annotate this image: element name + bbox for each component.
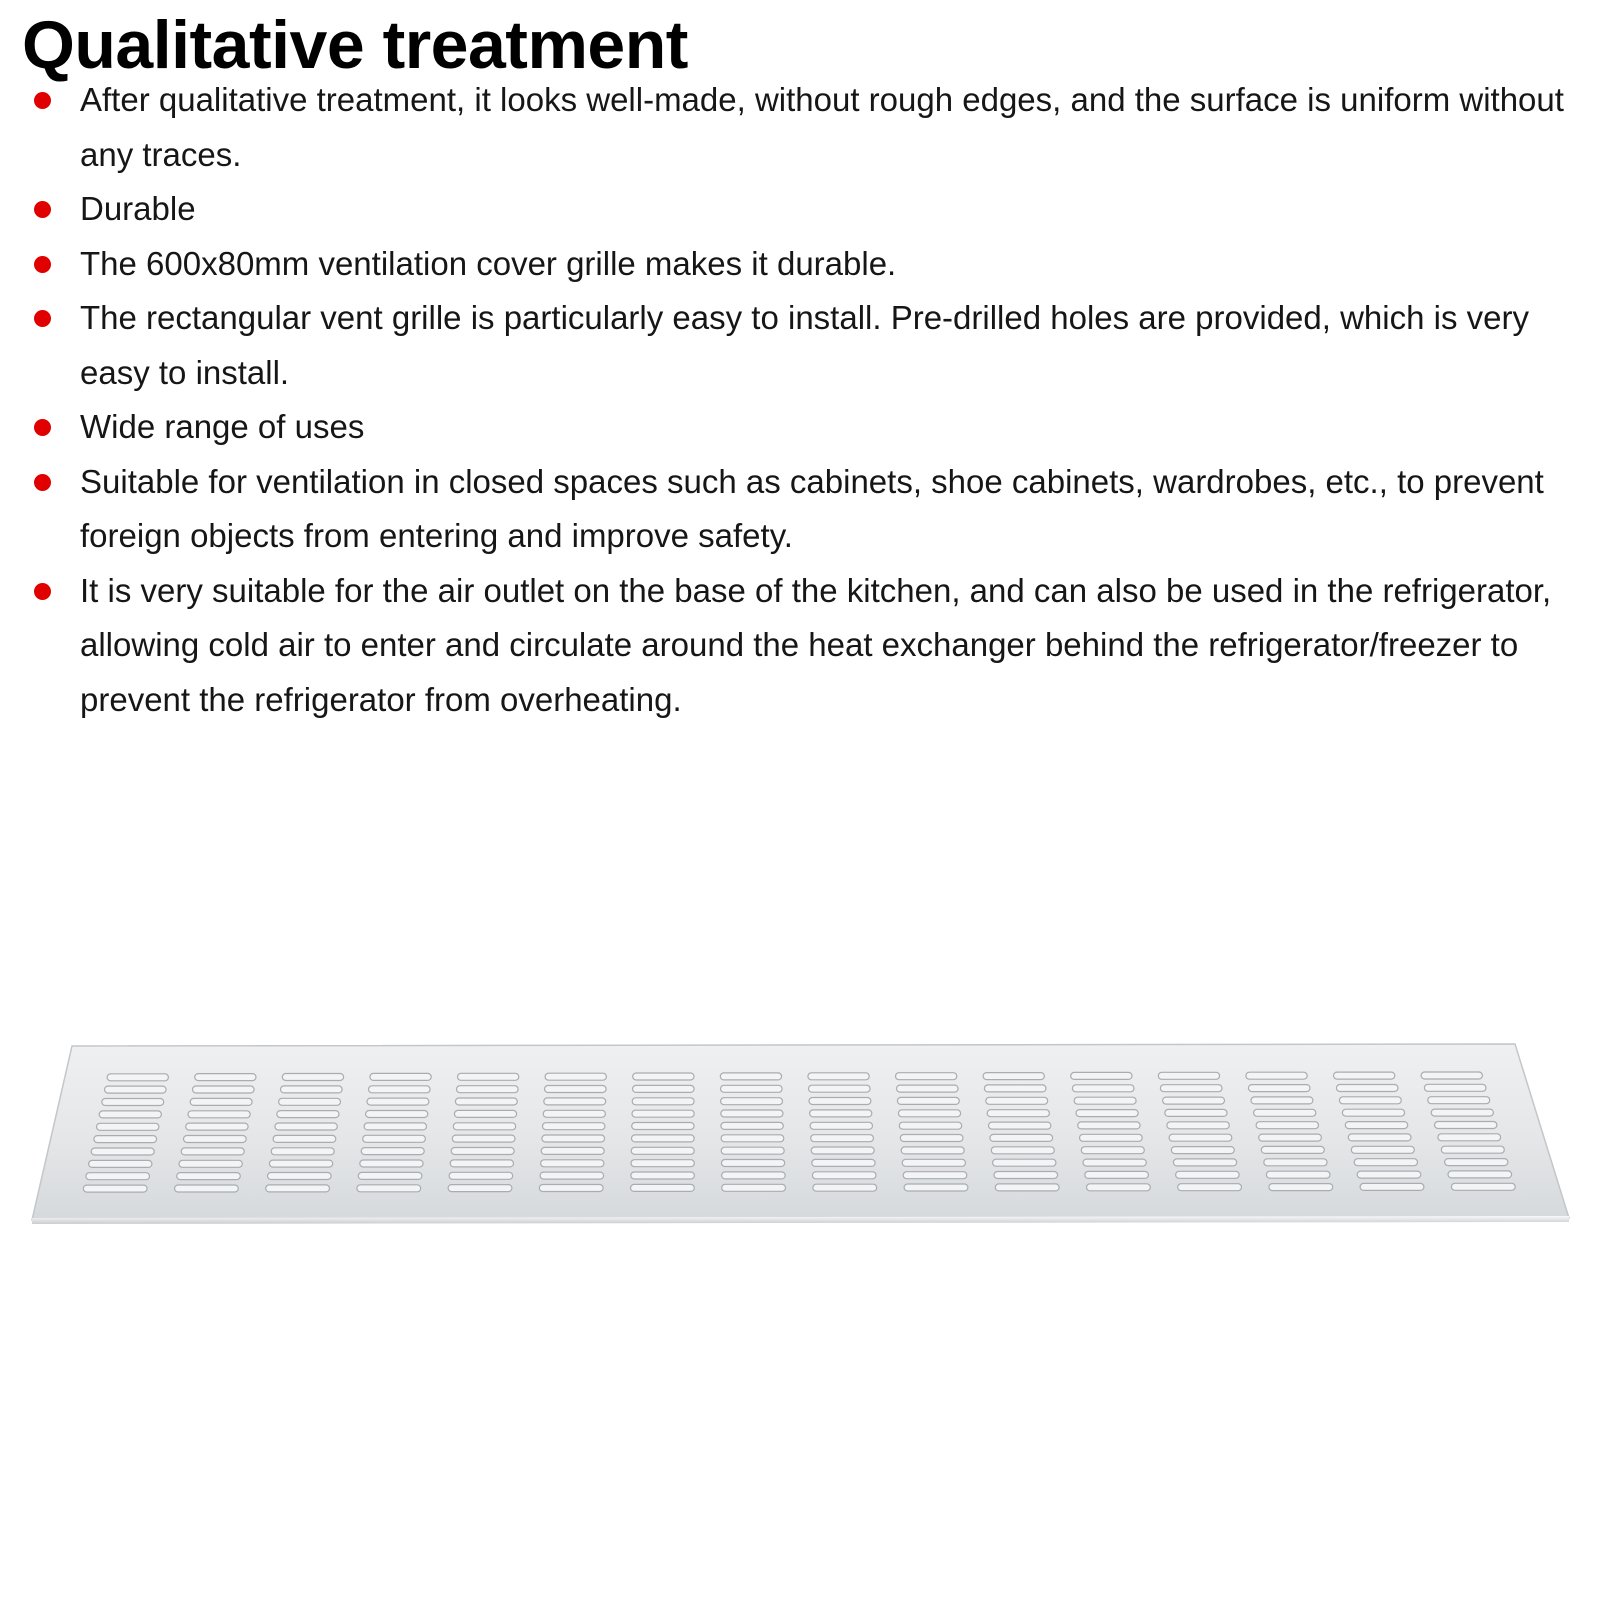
vent-slot: [282, 1074, 343, 1081]
vent-slot: [808, 1073, 869, 1080]
vent-slot: [1169, 1134, 1232, 1141]
vent-slot: [102, 1099, 164, 1106]
vent-slot: [273, 1135, 336, 1142]
vent-slot: [990, 1134, 1053, 1141]
feature-item: [0, 291, 1601, 400]
feature-list: [0, 73, 1601, 727]
vent-slot: [175, 1185, 239, 1192]
feature-item: [0, 564, 1601, 728]
vent-slot: [1176, 1171, 1240, 1178]
vent-slot: [454, 1110, 516, 1117]
vent-slot: [1072, 1085, 1134, 1092]
vent-slot: [452, 1135, 515, 1142]
feature-text: The rectangular vent grille is particularly easy to install. Pre-drilled holes are provided, which is very easy to install.: [80, 299, 1529, 391]
red-dot-bullet-icon: [34, 583, 51, 600]
vent-slot: [1087, 1184, 1151, 1191]
vent-slot: [631, 1147, 694, 1154]
vent-slot: [455, 1098, 517, 1105]
vent-slot: [1248, 1085, 1310, 1092]
vent-slot: [984, 1085, 1046, 1092]
vent-slot: [193, 1086, 255, 1093]
vent-slot: [91, 1148, 154, 1155]
vent-slot: [1435, 1122, 1497, 1129]
vent-slot: [987, 1110, 1049, 1117]
vent-slot: [631, 1184, 695, 1191]
feature-text: It is very suitable for the air outlet on the base of the kitchen, and can also be used in the refrigerator, allowing cold air to enter and circulate around the heat exchanger behind the refrigerator/freezer to prevent the refrigerator from overheating.: [80, 571, 1552, 718]
page-title: Qualitative treatment: [22, 7, 688, 83]
vent-slot: [449, 1172, 513, 1179]
vent-slot: [896, 1073, 957, 1080]
vent-slot: [186, 1123, 248, 1130]
vent-slot: [1158, 1072, 1219, 1079]
vent-slot: [1269, 1184, 1333, 1191]
vent-slot: [1167, 1122, 1229, 1129]
feature-text: The 600x80mm ventilation cover grille makes it durable.: [80, 244, 897, 282]
vent-slot: [1451, 1183, 1515, 1190]
feature-item: [0, 455, 1601, 564]
vent-slot: [631, 1160, 694, 1167]
vent-slot: [544, 1098, 606, 1105]
vent-slot: [1259, 1134, 1322, 1141]
vent-slot: [1261, 1146, 1324, 1153]
vent-slot: [1246, 1072, 1307, 1079]
vent-slot: [1448, 1171, 1512, 1178]
red-dot-bullet-icon: [34, 201, 51, 218]
vent-slot: [1173, 1159, 1236, 1166]
vent-slot: [1085, 1171, 1149, 1178]
vent-slot: [1445, 1159, 1508, 1166]
vent-slot: [721, 1085, 783, 1092]
vent-slot: [721, 1160, 784, 1167]
vent-slot: [105, 1086, 167, 1093]
vent-slot: [809, 1085, 871, 1092]
vent-slot: [184, 1136, 247, 1143]
vent-slot: [899, 1122, 961, 1129]
vent-slot: [190, 1098, 252, 1105]
feature-text: After qualitative treatment, it looks well-made, without rough edges, and the surface is uniform without any traces.: [80, 81, 1564, 173]
vent-slot: [813, 1184, 877, 1191]
vent-slot: [989, 1122, 1051, 1129]
vent-slot: [363, 1135, 426, 1142]
vent-slot: [631, 1172, 695, 1179]
vent-slot: [268, 1173, 332, 1180]
vent-slot: [995, 1184, 1059, 1191]
vent-slot: [539, 1185, 603, 1192]
vent-slot: [281, 1086, 343, 1093]
vent-slot: [902, 1159, 965, 1166]
vent-slot: [811, 1135, 874, 1142]
vent-slot: [898, 1110, 960, 1117]
vent-slot: [1345, 1122, 1407, 1129]
red-dot-bullet-icon: [34, 310, 51, 327]
vent-slot: [370, 1073, 431, 1080]
vent-slot: [543, 1123, 605, 1130]
vent-slot: [177, 1173, 241, 1180]
vent-slot: [812, 1172, 876, 1179]
vent-slot: [541, 1160, 604, 1167]
vent-slot: [269, 1160, 332, 1167]
red-dot-bullet-icon: [34, 92, 51, 109]
vent-slot: [97, 1123, 159, 1130]
vent-slot: [448, 1185, 512, 1192]
vent-slot: [1438, 1134, 1501, 1141]
vent-slot: [275, 1123, 337, 1130]
vent-slot: [361, 1148, 424, 1155]
vent-slot: [543, 1110, 605, 1117]
vent-slot: [632, 1110, 694, 1117]
vent-slot: [1424, 1084, 1486, 1091]
vent-slot: [1160, 1085, 1222, 1092]
vent-slot: [369, 1086, 431, 1093]
vent-slot: [720, 1073, 781, 1080]
vent-slot: [107, 1074, 168, 1081]
vent-slot: [1256, 1122, 1318, 1129]
vent-slot: [458, 1073, 519, 1080]
vent-slot: [986, 1097, 1048, 1104]
vent-slot: [1441, 1146, 1504, 1153]
vent-slot: [632, 1123, 694, 1130]
vent-slot: [1076, 1110, 1138, 1117]
vent-slot: [721, 1147, 784, 1154]
vent-slot: [1071, 1072, 1132, 1079]
vent-slot: [810, 1110, 872, 1117]
feature-text: Durable: [80, 190, 196, 227]
vent-slot: [89, 1160, 152, 1167]
vent-slot: [1339, 1097, 1401, 1104]
vent-slot: [181, 1148, 244, 1155]
vent-slot: [266, 1185, 330, 1192]
grille-plate: [32, 1044, 1569, 1220]
vent-slot: [545, 1073, 606, 1080]
vent-slot: [453, 1123, 515, 1130]
vent-slot: [811, 1147, 874, 1154]
vent-slot: [1357, 1171, 1421, 1178]
vent-slot: [1431, 1109, 1493, 1116]
feature-text: Wide range of uses: [80, 408, 365, 445]
vent-slot: [1348, 1134, 1411, 1141]
vent-slot: [1163, 1097, 1225, 1104]
vent-slot: [279, 1098, 341, 1105]
vent-slot: [271, 1148, 334, 1155]
vent-slot: [632, 1098, 694, 1105]
vent-slot: [451, 1148, 514, 1155]
vent-slot: [1074, 1097, 1136, 1104]
vent-slot: [1251, 1097, 1313, 1104]
vent-slot: [99, 1111, 161, 1118]
vent-slot: [83, 1185, 147, 1192]
vent-slot: [810, 1122, 872, 1129]
vent-slot: [812, 1159, 875, 1166]
vent-slot: [542, 1135, 605, 1142]
vent-slot: [366, 1111, 428, 1118]
vent-slot: [540, 1172, 604, 1179]
vent-slot: [721, 1135, 784, 1142]
vent-slot: [86, 1173, 150, 1180]
vent-slot: [1178, 1184, 1242, 1191]
vent-slot: [721, 1122, 783, 1129]
vent-slot: [809, 1098, 871, 1105]
red-dot-bullet-icon: [34, 474, 51, 491]
feature-item: [0, 182, 1601, 237]
vent-slot: [1342, 1109, 1404, 1116]
vent-slot: [1334, 1072, 1395, 1079]
vent-slot: [277, 1111, 339, 1118]
vent-slot: [722, 1172, 786, 1179]
vent-slot: [721, 1110, 783, 1117]
vent-slot: [1264, 1159, 1327, 1166]
vent-slot: [1360, 1183, 1424, 1190]
vent-slot: [633, 1073, 694, 1080]
vent-slot: [633, 1085, 695, 1092]
vent-slot: [358, 1172, 422, 1179]
vent-slot: [994, 1172, 1058, 1179]
feature-item: [0, 400, 1601, 455]
vent-slot: [457, 1086, 519, 1093]
red-dot-bullet-icon: [34, 419, 51, 436]
vent-slot: [1083, 1159, 1146, 1166]
vent-slot: [357, 1185, 421, 1192]
vent-slot: [897, 1097, 959, 1104]
vent-slot: [1165, 1109, 1227, 1116]
vent-slot: [94, 1136, 157, 1143]
vent-slot: [904, 1184, 968, 1191]
vent-slot: [1336, 1085, 1398, 1092]
vent-slot: [632, 1135, 695, 1142]
vent-slot: [364, 1123, 426, 1130]
vent-slot: [1254, 1109, 1316, 1116]
vent-slot: [1266, 1171, 1330, 1178]
vent-slot: [367, 1098, 429, 1105]
vent-slot: [450, 1160, 513, 1167]
vent-slot: [721, 1098, 783, 1105]
vent-slot: [993, 1159, 1056, 1166]
vent-slot: [1081, 1147, 1144, 1154]
vent-grille-product-image: [0, 1030, 1601, 1230]
feature-item: [0, 73, 1601, 182]
vent-slot: [1078, 1122, 1140, 1129]
vent-slot: [1421, 1072, 1482, 1079]
vent-slot: [1351, 1146, 1414, 1153]
vent-slot: [1171, 1147, 1234, 1154]
vent-slot: [1354, 1159, 1417, 1166]
vent-slot: [901, 1147, 964, 1154]
red-dot-bullet-icon: [34, 256, 51, 273]
vent-slot: [1080, 1134, 1143, 1141]
vent-slot: [188, 1111, 250, 1118]
vent-slot: [545, 1086, 607, 1093]
vent-slot: [897, 1085, 959, 1092]
vent-slot: [991, 1147, 1054, 1154]
feature-text: Suitable for ventilation in closed spaces such as cabinets, shoe cabinets, wardrobes, etc., to prevent foreign objects from entering and improve safety.: [80, 462, 1544, 554]
vent-slot: [360, 1160, 423, 1167]
vent-slot: [983, 1073, 1044, 1080]
vent-slot: [1428, 1097, 1490, 1104]
vent-slot: [900, 1135, 963, 1142]
vent-slot: [903, 1172, 967, 1179]
vent-slot: [722, 1184, 786, 1191]
vent-slot: [541, 1147, 604, 1154]
feature-item: [0, 237, 1601, 292]
vent-slot: [179, 1160, 242, 1167]
vent-slot: [195, 1074, 256, 1081]
